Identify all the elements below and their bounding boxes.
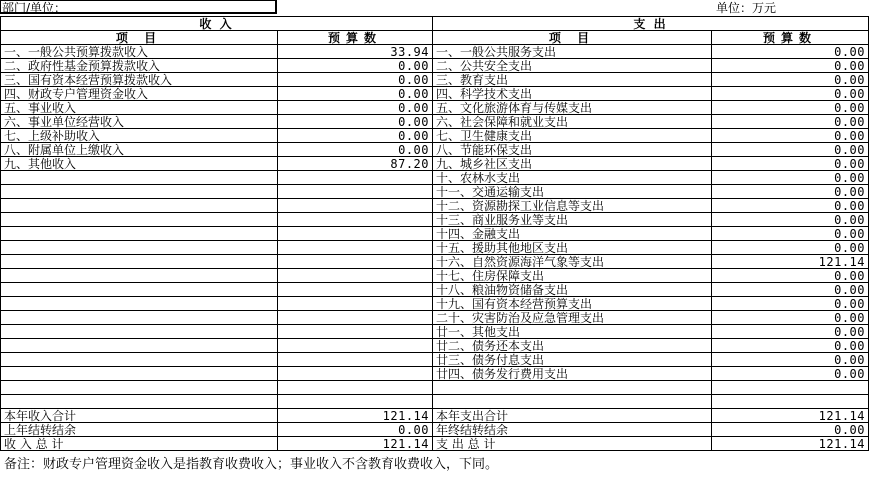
income-item-label[interactable]: 八、附属单位上缴收入 xyxy=(1,143,278,157)
expense-item-label[interactable]: 十一、交通运输支出 xyxy=(433,185,712,199)
income-total-label[interactable]: 本年收入合计 xyxy=(1,409,278,423)
income-item-label[interactable]: 四、财政专户管理资金收入 xyxy=(1,87,278,101)
expense-total-value[interactable]: 121.14 xyxy=(712,409,869,423)
income-section-title: 收 入 xyxy=(1,17,433,31)
table-row xyxy=(1,227,869,241)
expense-item-header: 项 目 xyxy=(433,31,712,45)
income-item-label[interactable] xyxy=(1,283,278,297)
table-row xyxy=(1,325,869,339)
expense-amount-header: 预算数 xyxy=(712,31,869,45)
income-item-label[interactable]: 一、一般公共预算拨款收入 xyxy=(1,45,278,59)
income-item-value[interactable]: 87.20 xyxy=(278,157,433,171)
expense-total-value[interactable]: 0.00 xyxy=(712,423,869,437)
expense-item-value[interactable]: 0.00 xyxy=(712,213,869,227)
table-row xyxy=(1,171,869,185)
income-item-label[interactable]: 九、其他收入 xyxy=(1,157,278,171)
income-item-label[interactable] xyxy=(1,255,278,269)
expense-item-label[interactable]: 八、节能环保支出 xyxy=(433,143,712,157)
expense-item-value[interactable]: 0.00 xyxy=(712,101,869,115)
income-item-label[interactable] xyxy=(1,311,278,325)
table-row xyxy=(1,73,869,87)
table-row xyxy=(1,283,869,297)
expense-item-label[interactable]: 十二、资源勘探工业信息等支出 xyxy=(433,199,712,213)
expense-item-value[interactable]: 0.00 xyxy=(712,171,869,185)
expense-item-label[interactable]: 一、一般公共服务支出 xyxy=(433,45,712,59)
table-row xyxy=(1,157,869,171)
income-amount-header: 预算数 xyxy=(278,31,433,45)
income-item-label[interactable]: 五、事业收入 xyxy=(1,101,278,115)
income-item-label[interactable] xyxy=(1,199,278,213)
expense-item-value[interactable]: 0.00 xyxy=(712,367,869,381)
expense-item-value[interactable]: 0.00 xyxy=(712,227,869,241)
income-item-label[interactable] xyxy=(1,185,278,199)
expense-item-value[interactable]: 121.14 xyxy=(712,255,869,269)
expense-item-value[interactable]: 0.00 xyxy=(712,185,869,199)
income-item-label[interactable]: 三、国有资本经营预算拨款收入 xyxy=(1,73,278,87)
income-item-value[interactable]: 0.00 xyxy=(278,101,433,115)
income-item-label[interactable] xyxy=(1,367,278,381)
expense-item-label[interactable]: 十三、商业服务业等支出 xyxy=(433,213,712,227)
table-row xyxy=(1,311,869,325)
expense-item-label[interactable]: 廿四、债务发行费用支出 xyxy=(433,367,712,381)
expense-item-label[interactable]: 十四、金融支出 xyxy=(433,227,712,241)
expense-item-label[interactable]: 六、社会保障和就业支出 xyxy=(433,115,712,129)
expense-item-value[interactable]: 0.00 xyxy=(712,283,869,297)
expense-item-value[interactable]: 0.00 xyxy=(712,115,869,129)
expense-item-label[interactable]: 十九、国有资本经营预算支出 xyxy=(433,297,712,311)
expense-total-value[interactable]: 121.14 xyxy=(712,437,869,451)
income-item-header: 项 目 xyxy=(1,31,278,45)
blank-cell[interactable] xyxy=(433,381,712,395)
income-item-value[interactable]: 0.00 xyxy=(278,59,433,73)
income-item-value[interactable] xyxy=(278,325,433,339)
income-item-value[interactable]: 0.00 xyxy=(278,129,433,143)
table-row xyxy=(1,297,869,311)
blank-cell[interactable] xyxy=(278,395,433,409)
income-item-value[interactable] xyxy=(278,339,433,353)
blank-cell[interactable] xyxy=(712,395,869,409)
expense-total-label[interactable]: 本年支出合计 xyxy=(433,409,712,423)
income-item-label[interactable] xyxy=(1,339,278,353)
income-item-label[interactable] xyxy=(1,241,278,255)
total-row xyxy=(1,437,869,451)
expense-item-value[interactable]: 0.00 xyxy=(712,59,869,73)
income-item-value[interactable]: 0.00 xyxy=(278,143,433,157)
expense-item-value[interactable]: 0.00 xyxy=(712,45,869,59)
table-row xyxy=(1,115,869,129)
table-row xyxy=(1,59,869,73)
table-row xyxy=(1,255,869,269)
expense-section-title: 支 出 xyxy=(433,17,869,31)
table-row xyxy=(1,339,869,353)
footnote: 备注：财政专户管理资金收入是指教育收费收入；事业收入不含教育收费收入，下同。 xyxy=(4,457,499,472)
expense-item-label[interactable]: 十、农林水支出 xyxy=(433,171,712,185)
table-row xyxy=(1,367,869,381)
section-header-row xyxy=(1,17,869,31)
income-item-value[interactable] xyxy=(278,227,433,241)
income-item-value[interactable] xyxy=(278,283,433,297)
income-item-label[interactable] xyxy=(1,213,278,227)
expense-item-value[interactable]: 0.00 xyxy=(712,129,869,143)
income-item-label[interactable] xyxy=(1,171,278,185)
table-row xyxy=(1,199,869,213)
income-total-label[interactable]: 收 入 总 计 xyxy=(1,437,278,451)
income-total-value[interactable]: 121.14 xyxy=(278,409,433,423)
expense-item-label[interactable]: 九、城乡社区支出 xyxy=(433,157,712,171)
income-item-value[interactable]: 0.00 xyxy=(278,73,433,87)
income-item-value[interactable] xyxy=(278,269,433,283)
expense-item-value[interactable]: 0.00 xyxy=(712,199,869,213)
expense-total-label[interactable]: 年终结转结余 xyxy=(433,423,712,437)
income-item-value[interactable] xyxy=(278,213,433,227)
expense-item-value[interactable]: 0.00 xyxy=(712,73,869,87)
expense-item-label[interactable]: 五、文化旅游体育与传媒支出 xyxy=(433,101,712,115)
table-row xyxy=(1,241,869,255)
income-item-value[interactable] xyxy=(278,255,433,269)
income-item-value[interactable] xyxy=(278,241,433,255)
expense-item-label[interactable]: 十五、援助其他地区支出 xyxy=(433,241,712,255)
income-item-label[interactable] xyxy=(1,325,278,339)
income-item-value[interactable]: 33.94 xyxy=(278,45,433,59)
table-row xyxy=(1,269,869,283)
dept-label: 部门/单位： xyxy=(2,1,67,15)
income-total-value[interactable]: 0.00 xyxy=(278,423,433,437)
income-total-label[interactable]: 上年结转结余 xyxy=(1,423,278,437)
expense-item-value[interactable]: 0.00 xyxy=(712,87,869,101)
expense-item-value[interactable]: 0.00 xyxy=(712,297,869,311)
income-item-label[interactable] xyxy=(1,353,278,367)
income-item-value[interactable] xyxy=(278,367,433,381)
expense-item-label[interactable]: 三、教育支出 xyxy=(433,73,712,87)
expense-item-value[interactable]: 0.00 xyxy=(712,157,869,171)
expense-item-value[interactable]: 0.00 xyxy=(712,339,869,353)
income-item-label[interactable] xyxy=(1,297,278,311)
income-item-value[interactable] xyxy=(278,297,433,311)
income-item-value[interactable] xyxy=(278,199,433,213)
blank-cell[interactable] xyxy=(278,381,433,395)
income-item-value[interactable] xyxy=(278,311,433,325)
expense-item-label[interactable]: 二、公共安全支出 xyxy=(433,59,712,73)
expense-item-value[interactable]: 0.00 xyxy=(712,325,869,339)
income-total-value[interactable]: 121.14 xyxy=(278,437,433,451)
table-row xyxy=(1,353,869,367)
unit-label: 单位：万元 xyxy=(716,1,777,15)
total-row xyxy=(1,423,869,437)
table-row xyxy=(1,101,869,115)
expense-item-value[interactable]: 0.00 xyxy=(712,269,869,283)
expense-item-label[interactable]: 十七、住房保障支出 xyxy=(433,269,712,283)
total-row xyxy=(1,409,869,423)
income-item-label[interactable]: 六、事业单位经营收入 xyxy=(1,115,278,129)
blank-row xyxy=(1,381,869,395)
blank-cell[interactable] xyxy=(433,395,712,409)
column-header-row xyxy=(1,31,869,45)
expense-item-value[interactable]: 0.00 xyxy=(712,311,869,325)
blank-row xyxy=(1,395,869,409)
expense-item-label[interactable]: 廿三、债务付息支出 xyxy=(433,353,712,367)
table-row xyxy=(1,185,869,199)
blank-cell[interactable] xyxy=(1,381,278,395)
expense-item-label[interactable]: 四、科学技术支出 xyxy=(433,87,712,101)
income-item-label[interactable] xyxy=(1,227,278,241)
income-item-value[interactable]: 0.00 xyxy=(278,87,433,101)
expense-item-label[interactable]: 十六、自然资源海洋气象等支出 xyxy=(433,255,712,269)
table-row xyxy=(1,143,869,157)
blank-cell[interactable] xyxy=(712,381,869,395)
budget-table xyxy=(0,16,869,451)
table-row xyxy=(1,45,869,59)
expense-item-label[interactable]: 廿一、其他支出 xyxy=(433,325,712,339)
expense-item-label[interactable]: 十八、粮油物资储备支出 xyxy=(433,283,712,297)
expense-total-label[interactable]: 支 出 总 计 xyxy=(433,437,712,451)
table-row xyxy=(1,87,869,101)
report-header xyxy=(0,0,876,16)
table-row xyxy=(1,129,869,143)
income-item-label[interactable]: 七、上级补助收入 xyxy=(1,129,278,143)
income-item-label[interactable] xyxy=(1,269,278,283)
income-item-label[interactable]: 二、政府性基金预算拨款收入 xyxy=(1,59,278,73)
expense-item-value[interactable]: 0.00 xyxy=(712,241,869,255)
income-item-value[interactable] xyxy=(278,171,433,185)
income-item-value[interactable] xyxy=(278,185,433,199)
expense-item-value[interactable]: 0.00 xyxy=(712,143,869,157)
expense-item-label[interactable]: 七、卫生健康支出 xyxy=(433,129,712,143)
income-item-value[interactable]: 0.00 xyxy=(278,115,433,129)
income-item-value[interactable] xyxy=(278,353,433,367)
expense-item-label[interactable]: 廿二、债务还本支出 xyxy=(433,339,712,353)
expense-item-label[interactable]: 二十、灾害防治及应急管理支出 xyxy=(433,311,712,325)
table-row xyxy=(1,213,869,227)
expense-item-value[interactable]: 0.00 xyxy=(712,353,869,367)
blank-cell[interactable] xyxy=(1,395,278,409)
